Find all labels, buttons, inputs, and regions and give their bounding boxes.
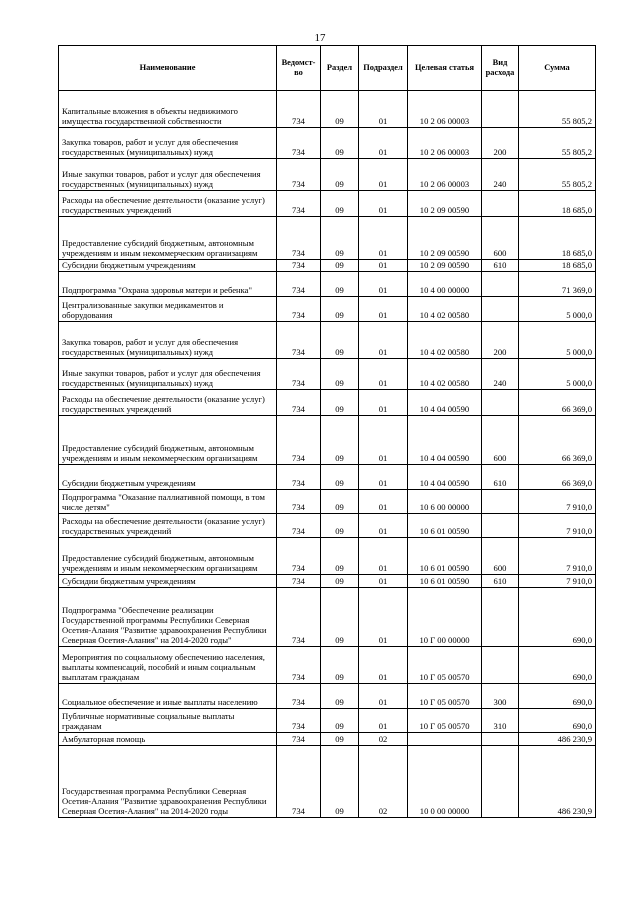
cell-target: 10 4 02 00580 (408, 322, 482, 359)
cell-section: 09 (321, 297, 359, 322)
cell-name: Субсидии бюджетным учреждениям (59, 465, 277, 490)
cell-expense (482, 297, 519, 322)
header-subsection: Подраздел (359, 46, 408, 91)
cell-subsection: 01 (359, 390, 408, 416)
cell-name: Закупка товаров, работ и услуг для обеспечения государственных (муниципальных) нужд (59, 322, 277, 359)
cell-name: Иные закупки товаров, работ и услуг для обеспечения государственных (муниципальных) нужд (59, 159, 277, 191)
cell-dept: 734 (277, 575, 321, 588)
cell-section: 09 (321, 647, 359, 684)
cell-target: 10 Г 05 00570 (408, 647, 482, 684)
cell-subsection: 01 (359, 514, 408, 538)
cell-subsection: 01 (359, 588, 408, 647)
cell-dept: 734 (277, 217, 321, 260)
cell-section: 09 (321, 733, 359, 746)
cell-subsection: 01 (359, 709, 408, 733)
cell-dept: 734 (277, 297, 321, 322)
cell-expense: 610 (482, 260, 519, 272)
cell-expense: 610 (482, 575, 519, 588)
cell-section: 09 (321, 272, 359, 297)
cell-target: 10 2 06 00003 (408, 159, 482, 191)
cell-target: 10 4 04 00590 (408, 465, 482, 490)
cell-subsection: 01 (359, 359, 408, 390)
cell-name: Публичные нормативные социальные выплаты гражданам (59, 709, 277, 733)
table-row (59, 91, 596, 128)
cell-subsection: 01 (359, 575, 408, 588)
cell-sum: 486 230,9 (519, 746, 596, 818)
cell-name: Социальное обеспечение и иные выплаты населению (59, 684, 277, 709)
cell-expense (482, 490, 519, 514)
cell-dept: 734 (277, 416, 321, 465)
cell-expense: 300 (482, 684, 519, 709)
cell-target: 10 6 01 00590 (408, 538, 482, 575)
cell-name: Расходы на обеспечение деятельности (оказание услуг) государственных учреждений (59, 191, 277, 217)
header-name: Наименование (59, 46, 277, 91)
cell-name: Расходы на обеспечение деятельности (оказание услуг) государственных учреждений (59, 390, 277, 416)
table-row (59, 359, 596, 390)
header-expense: Вид расхода (482, 46, 519, 91)
cell-section: 09 (321, 709, 359, 733)
cell-subsection: 01 (359, 191, 408, 217)
cell-target: 10 Г 00 00000 (408, 588, 482, 647)
cell-target: 10 Г 05 00570 (408, 684, 482, 709)
header-section: Раздел (321, 46, 359, 91)
cell-dept: 734 (277, 588, 321, 647)
cell-subsection: 01 (359, 297, 408, 322)
cell-section: 09 (321, 322, 359, 359)
table-row (59, 128, 596, 159)
table-row (59, 575, 596, 588)
cell-name: Предоставление субсидий бюджетным, автономным учреждениям и иным некоммерческим организациям (59, 217, 277, 260)
cell-subsection: 01 (359, 684, 408, 709)
table-row (59, 709, 596, 733)
cell-dept: 734 (277, 159, 321, 191)
cell-dept: 734 (277, 191, 321, 217)
table-row (59, 390, 596, 416)
cell-dept: 734 (277, 128, 321, 159)
cell-sum: 486 230,9 (519, 733, 596, 746)
cell-dept: 734 (277, 709, 321, 733)
cell-sum: 66 369,0 (519, 416, 596, 465)
cell-subsection: 02 (359, 746, 408, 818)
cell-subsection: 01 (359, 159, 408, 191)
cell-sum: 7 910,0 (519, 538, 596, 575)
cell-expense: 200 (482, 322, 519, 359)
cell-expense (482, 191, 519, 217)
table-row (59, 514, 596, 538)
cell-sum: 7 910,0 (519, 514, 596, 538)
cell-target: 10 2 09 00590 (408, 217, 482, 260)
table-row (59, 465, 596, 490)
cell-sum: 18 685,0 (519, 260, 596, 272)
cell-dept: 734 (277, 514, 321, 538)
table-row (59, 647, 596, 684)
cell-expense (482, 91, 519, 128)
cell-expense (482, 272, 519, 297)
table-row (59, 538, 596, 575)
cell-target: 10 0 00 00000 (408, 746, 482, 818)
cell-sum: 7 910,0 (519, 490, 596, 514)
cell-dept: 734 (277, 538, 321, 575)
cell-expense: 600 (482, 217, 519, 260)
cell-name: Капитальные вложения в объекты недвижимого имущества государственной собственности (59, 91, 277, 128)
cell-target: 10 6 01 00590 (408, 514, 482, 538)
cell-dept: 734 (277, 322, 321, 359)
cell-name: Амбулаторная помощь (59, 733, 277, 746)
cell-sum: 18 685,0 (519, 217, 596, 260)
cell-sum: 66 369,0 (519, 390, 596, 416)
cell-dept: 734 (277, 465, 321, 490)
cell-name: Субсидии бюджетным учреждениям (59, 575, 277, 588)
cell-sum: 66 369,0 (519, 465, 596, 490)
cell-section: 09 (321, 465, 359, 490)
cell-expense: 240 (482, 159, 519, 191)
cell-expense: 600 (482, 416, 519, 465)
cell-name: Субсидии бюджетным учреждениям (59, 260, 277, 272)
cell-expense (482, 514, 519, 538)
cell-subsection: 01 (359, 490, 408, 514)
cell-name: Предоставление субсидий бюджетным, автономным учреждениям и иным некоммерческим организациям (59, 416, 277, 465)
cell-subsection: 01 (359, 260, 408, 272)
cell-sum: 5 000,0 (519, 359, 596, 390)
cell-expense (482, 588, 519, 647)
cell-section: 09 (321, 416, 359, 465)
cell-dept: 734 (277, 359, 321, 390)
cell-expense (482, 746, 519, 818)
cell-expense: 200 (482, 128, 519, 159)
cell-subsection: 01 (359, 91, 408, 128)
header-dept: Ведомст-во (277, 46, 321, 91)
cell-target: 10 6 00 00000 (408, 490, 482, 514)
cell-dept: 734 (277, 684, 321, 709)
cell-dept: 734 (277, 647, 321, 684)
cell-target: 10 4 02 00580 (408, 297, 482, 322)
table-row (59, 684, 596, 709)
cell-target: 10 2 06 00003 (408, 128, 482, 159)
cell-sum: 690,0 (519, 684, 596, 709)
cell-target: 10 4 00 00000 (408, 272, 482, 297)
cell-dept: 734 (277, 746, 321, 818)
cell-section: 09 (321, 490, 359, 514)
cell-subsection: 01 (359, 272, 408, 297)
cell-section: 09 (321, 390, 359, 416)
table-body (59, 91, 596, 818)
cell-subsection: 01 (359, 128, 408, 159)
table-row (59, 217, 596, 260)
cell-sum: 7 910,0 (519, 575, 596, 588)
cell-sum: 5 000,0 (519, 297, 596, 322)
cell-name: Подпрограмма "Охрана здоровья матери и ребенка" (59, 272, 277, 297)
cell-sum: 690,0 (519, 709, 596, 733)
cell-section: 09 (321, 128, 359, 159)
cell-section: 09 (321, 538, 359, 575)
cell-name: Подпрограмма "Обеспечение реализации Государственной программы Республики Северная Осетия-Алания "Развитие здравоохранения Республики Северная Осетия-Алания" на 2014-2020 годы" (59, 588, 277, 647)
cell-subsection: 01 (359, 217, 408, 260)
cell-dept: 734 (277, 390, 321, 416)
cell-subsection: 01 (359, 647, 408, 684)
cell-expense: 610 (482, 465, 519, 490)
cell-sum: 55 805,2 (519, 91, 596, 128)
cell-name: Мероприятия по социальному обеспечению населения, выплаты компенсаций, пособий и иным социальным выплатам гражданам (59, 647, 277, 684)
cell-dept: 734 (277, 490, 321, 514)
cell-section: 09 (321, 359, 359, 390)
cell-dept: 734 (277, 733, 321, 746)
cell-section: 09 (321, 91, 359, 128)
cell-dept: 734 (277, 272, 321, 297)
cell-name: Государственная программа Республики Северная Осетия-Алания "Развитие здравоохранения Республики Северная Осетия-Алания" на 2014-2020 годы (59, 746, 277, 818)
table-row (59, 588, 596, 647)
cell-section: 09 (321, 159, 359, 191)
cell-target: 10 Г 05 00570 (408, 709, 482, 733)
cell-section: 09 (321, 260, 359, 272)
page-number: 17 (314, 32, 326, 44)
cell-name: Централизованные закупки медикаментов и оборудования (59, 297, 277, 322)
cell-sum: 690,0 (519, 588, 596, 647)
cell-section: 09 (321, 575, 359, 588)
header-target: Целевая статья (408, 46, 482, 91)
table-row (59, 272, 596, 297)
table-row (59, 416, 596, 465)
cell-subsection: 01 (359, 538, 408, 575)
cell-expense (482, 733, 519, 746)
cell-sum: 55 805,2 (519, 128, 596, 159)
budget-table (58, 45, 596, 818)
cell-expense: 600 (482, 538, 519, 575)
cell-sum: 690,0 (519, 647, 596, 684)
cell-expense: 240 (482, 359, 519, 390)
cell-name: Закупка товаров, работ и услуг для обеспечения государственных (муниципальных) нужд (59, 128, 277, 159)
cell-section: 09 (321, 684, 359, 709)
cell-sum: 55 805,2 (519, 159, 596, 191)
cell-dept: 734 (277, 260, 321, 272)
cell-target (408, 733, 482, 746)
cell-target: 10 4 02 00580 (408, 359, 482, 390)
table-row (59, 746, 596, 818)
cell-target: 10 2 09 00590 (408, 260, 482, 272)
cell-subsection: 02 (359, 733, 408, 746)
table-row (59, 159, 596, 191)
table-row (59, 322, 596, 359)
cell-expense (482, 390, 519, 416)
cell-target: 10 4 04 00590 (408, 416, 482, 465)
cell-section: 09 (321, 588, 359, 647)
cell-name: Подпрограмма "Оказание паллиативной помощи, в том числе детям" (59, 490, 277, 514)
cell-expense: 310 (482, 709, 519, 733)
table-row (59, 191, 596, 217)
table-header-row (59, 46, 596, 91)
cell-section: 09 (321, 514, 359, 538)
cell-section: 09 (321, 217, 359, 260)
cell-target: 10 2 06 00003 (408, 91, 482, 128)
cell-target: 10 4 04 00590 (408, 390, 482, 416)
cell-subsection: 01 (359, 322, 408, 359)
cell-dept: 734 (277, 91, 321, 128)
cell-sum: 18 685,0 (519, 191, 596, 217)
cell-target: 10 2 09 00590 (408, 191, 482, 217)
cell-target: 10 6 01 00590 (408, 575, 482, 588)
cell-sum: 71 369,0 (519, 272, 596, 297)
cell-section: 09 (321, 191, 359, 217)
cell-subsection: 01 (359, 465, 408, 490)
table-row (59, 260, 596, 272)
cell-name: Предоставление субсидий бюджетным, автономным учреждениям и иным некоммерческим организациям (59, 538, 277, 575)
cell-section: 09 (321, 746, 359, 818)
table-row (59, 733, 596, 746)
cell-name: Расходы на обеспечение деятельности (оказание услуг) государственных учреждений (59, 514, 277, 538)
table-row (59, 297, 596, 322)
cell-sum: 5 000,0 (519, 322, 596, 359)
header-sum: Сумма (519, 46, 596, 91)
cell-expense (482, 647, 519, 684)
cell-name: Иные закупки товаров, работ и услуг для обеспечения государственных (муниципальных) нужд (59, 359, 277, 390)
table-row (59, 490, 596, 514)
cell-subsection: 01 (359, 416, 408, 465)
